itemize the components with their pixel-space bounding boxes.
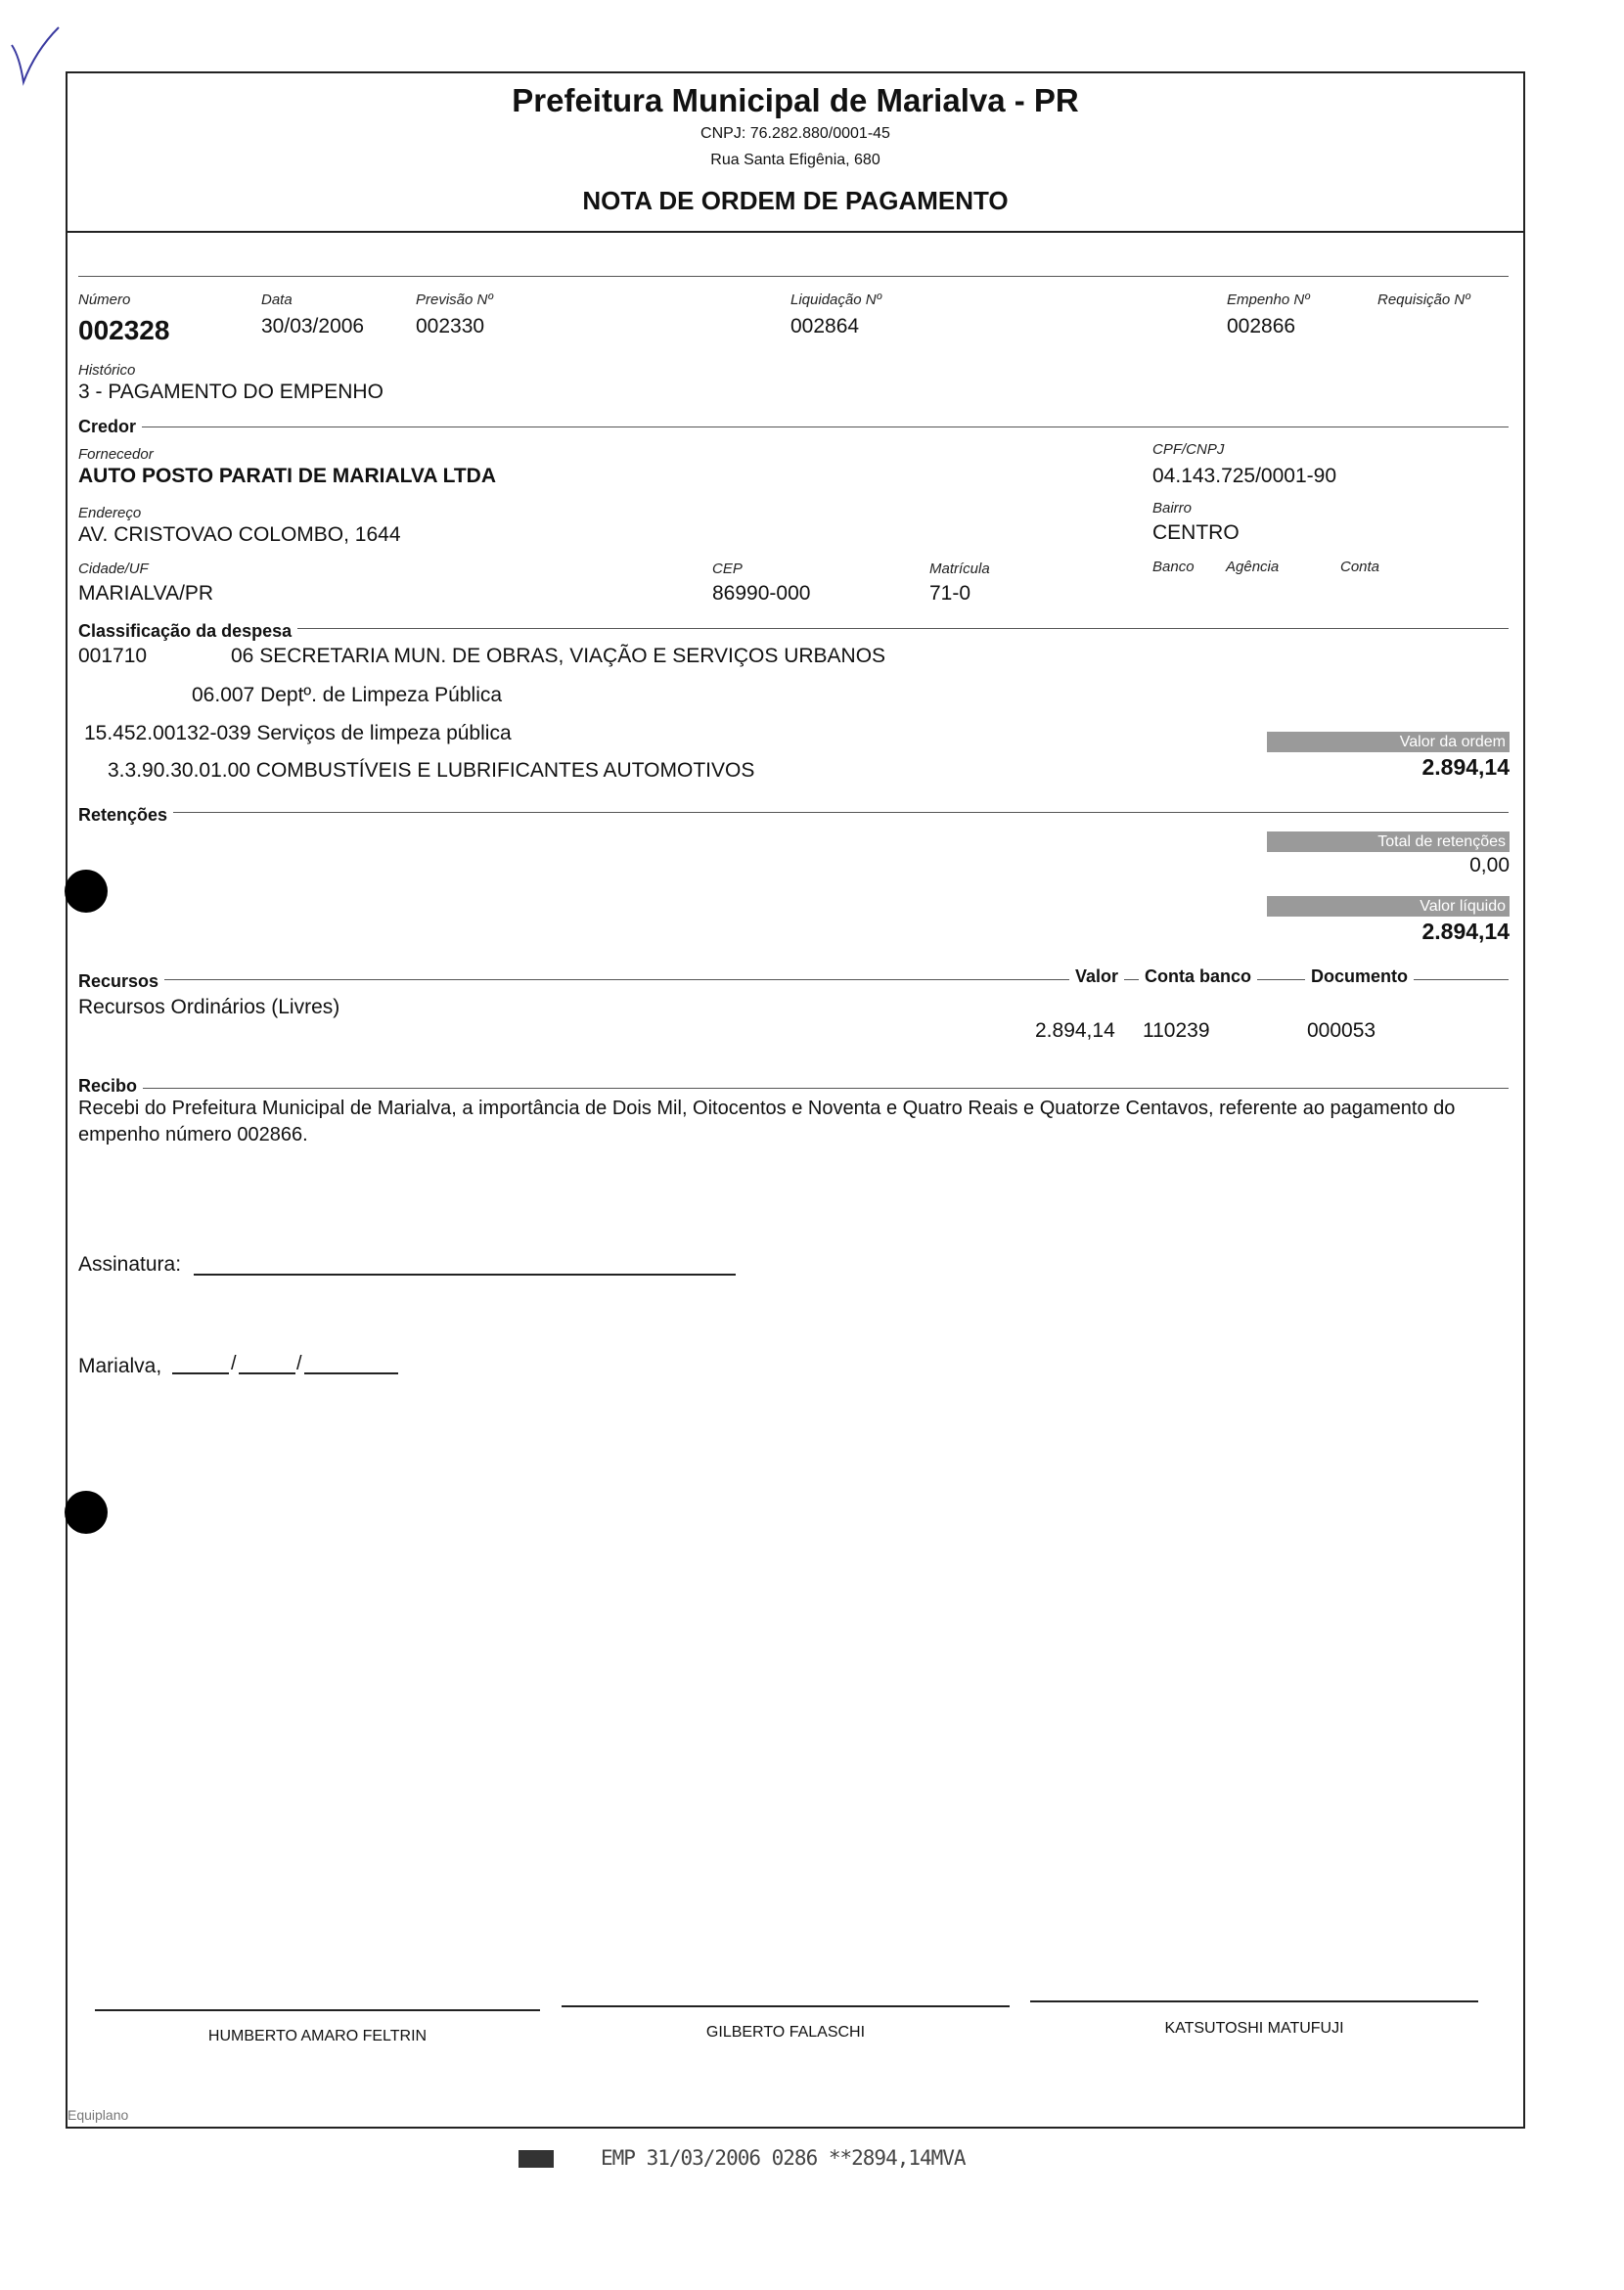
previsao-label: Previsão Nº (416, 292, 493, 308)
date-year-line[interactable] (304, 1372, 398, 1374)
date-day-line[interactable] (172, 1372, 229, 1374)
recursos-section-title: Recursos (78, 971, 164, 992)
cpf-label: CPF/CNPJ (1152, 441, 1225, 458)
valor-ordem-value: 2.894,14 (1421, 754, 1510, 780)
recursos-documento-header: Documento (1305, 966, 1414, 987)
requisicao-label: Requisição Nº (1377, 292, 1470, 308)
assinatura-label: Assinatura: (78, 1253, 182, 1276)
recursos-valor: 2.894,14 (1035, 1019, 1115, 1042)
credor-section-title: Credor (78, 417, 142, 437)
address-text: Rua Santa Efigênia, 680 (710, 152, 880, 168)
retencoes-divider (78, 812, 1509, 813)
recibo-section-title: Recibo (78, 1076, 143, 1097)
bairro-value: CENTRO (1152, 521, 1240, 544)
retencoes-section-title: Retenções (78, 805, 173, 826)
page-title: Prefeitura Municipal de Marialva - PR (512, 82, 1079, 118)
banco-label: Banco (1152, 559, 1195, 575)
header-divider (66, 231, 1525, 233)
empenho-value: 002866 (1227, 315, 1296, 337)
signature-line (95, 2009, 540, 2011)
cidade-value: MARIALVA/PR (78, 582, 214, 605)
assinatura-line[interactable] (194, 1274, 736, 1276)
previsao-value: 002330 (416, 315, 485, 337)
stamp-logo-icon (519, 2150, 554, 2168)
signature-name-3: KATSUTOSHI MATUFUJI (1164, 2020, 1344, 2037)
recursos-nome: Recursos Ordinários (Livres) (78, 996, 340, 1018)
punch-hole (65, 870, 108, 913)
cep-value: 86990-000 (712, 582, 811, 605)
empenho-label: Empenho Nº (1227, 292, 1310, 308)
conta-label: Conta (1340, 559, 1380, 575)
orgao-value: 06 SECRETARIA MUN. DE OBRAS, VIAÇÃO E SERVIÇOS URBANOS (231, 645, 886, 667)
valor-ordem-bar: Valor da ordem (1267, 732, 1510, 752)
unidade-value: 06.007 Deptº. de Limpeza Pública (192, 684, 503, 706)
classificacao-code: 001710 (78, 645, 148, 667)
fornecedor-value: AUTO POSTO PARATI DE MARIALVA LTDA (78, 465, 496, 487)
date-slash-icon: / (296, 1353, 302, 1374)
fields-top-divider (78, 276, 1509, 277)
elemento-value: 3.3.90.30.01.00 COMBUSTÍVEIS E LUBRIFICANTES AUTOMOTIVOS (108, 759, 755, 782)
numero-label: Número (78, 292, 131, 308)
cidade-label: Cidade/UF (78, 561, 149, 577)
recibo-text: Recebi do Prefeitura Municipal de Marialva, a importância de Dois Mil, Oitocentos e Noventa e Quatro Reais e Quatorze Centavos, referente ao pagamento do empenho número 002866. (78, 1098, 1456, 1145)
total-retencoes-bar: Total de retenções (1267, 831, 1510, 852)
document-title: NOTA DE ORDEM DE PAGAMENTO (582, 186, 1009, 215)
recursos-divider (78, 979, 1509, 980)
matricula-value: 71-0 (929, 582, 971, 605)
total-retencoes-value: 0,00 (1469, 854, 1510, 876)
cep-label: CEP (712, 561, 743, 577)
bairro-label: Bairro (1152, 500, 1193, 516)
punch-hole (65, 1491, 108, 1534)
signature-name-1: HUMBERTO AMARO FELTRIN (207, 2028, 428, 2044)
cnpj-text: CNPJ: 76.282.880/0001-45 (700, 125, 890, 142)
date-month-line[interactable] (239, 1372, 295, 1374)
recursos-valor-header: Valor (1069, 966, 1124, 987)
recursos-conta-header: Conta banco (1139, 966, 1257, 987)
check-mark-icon (6, 22, 65, 90)
recursos-documento: 000053 (1307, 1019, 1376, 1042)
liquidacao-label: Liquidação Nº (790, 292, 882, 308)
endereco-value: AV. CRISTOVAO COLOMBO, 1644 (78, 523, 401, 546)
funcional-value: 15.452.00132-039 Serviços de limpeza pública (84, 722, 512, 744)
matricula-label: Matrícula (929, 561, 990, 577)
liquidacao-value: 002864 (790, 315, 860, 337)
recibo-divider (78, 1088, 1509, 1089)
valor-liquido-value: 2.894,14 (1421, 919, 1510, 944)
endereco-label: Endereço (78, 505, 142, 521)
date-slash-icon: / (231, 1353, 237, 1374)
data-label: Data (261, 292, 293, 308)
numero-value: 002328 (78, 315, 170, 345)
fornecedor-label: Fornecedor (78, 446, 154, 463)
classificacao-section-title: Classificação da despesa (78, 621, 297, 642)
date-label: Marialva, (78, 1355, 162, 1377)
signature-name-2: GILBERTO FALASCHI (705, 2024, 866, 2041)
agencia-label: Agência (1226, 559, 1280, 575)
valor-liquido-bar: Valor líquido (1267, 896, 1510, 917)
stamp-text: EMP 31/03/2006 0286 **2894,14MVA (601, 2146, 966, 2170)
cpf-value: 04.143.725/0001-90 (1152, 465, 1337, 487)
signature-line (562, 2005, 1010, 2007)
historico-label: Histórico (78, 362, 136, 379)
data-value: 30/03/2006 (261, 315, 365, 337)
brand-label: Equiplano (68, 2107, 129, 2123)
historico-value: 3 - PAGAMENTO DO EMPENHO (78, 381, 383, 403)
signature-line (1030, 2000, 1478, 2002)
recursos-conta: 110239 (1143, 1019, 1210, 1042)
